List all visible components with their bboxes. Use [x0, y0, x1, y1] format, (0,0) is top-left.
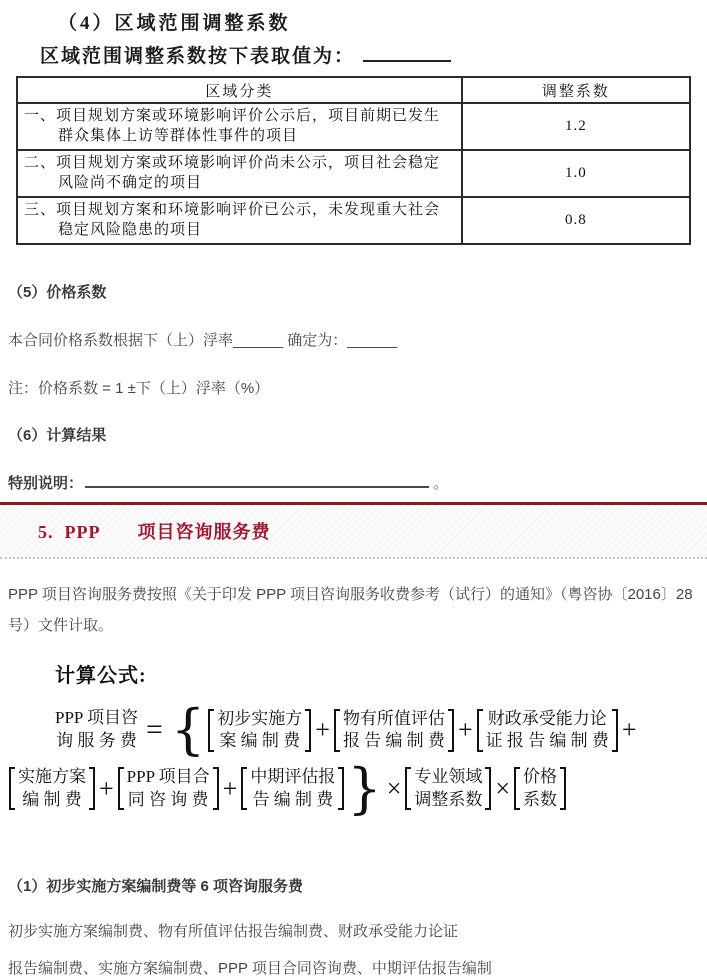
- region-category-cell: 三、项目规划方案和环境影响评价已公示，未发现重大社会稳定风险隐患的项目: [17, 197, 462, 244]
- table-row: [17, 150, 690, 197]
- formula-lhs-line2: 询 服 务 费: [56, 731, 137, 751]
- section-5-ppp-band: [0, 505, 707, 559]
- term-line: 调整系数: [414, 789, 483, 809]
- fee-list-line-2: 报告编制费、实施方案编制费、PPP 项目合同咨询费、中期评估报告编制: [8, 960, 492, 978]
- formula-term: [208, 708, 311, 753]
- term-line: 中期评估报: [250, 767, 336, 787]
- coefficient-value-cell: 0.8: [462, 197, 690, 244]
- ppp-fee-paragraph: PPP 项目咨询服务费按照《关于印发 PPP 项目咨询服务收费参考（试行）的通知》（粤咨协〔2016〕28 号）文件计取。: [8, 586, 693, 634]
- subsection-1: [0, 875, 707, 978]
- region-category-cell: 一、项目规划方案或环境影响评价公示后，项目前期已发生群众集体上访等群体性事件的项目: [17, 103, 462, 150]
- equals-sign: =: [145, 713, 163, 747]
- formula-lhs: [55, 707, 138, 753]
- table-row: [17, 197, 690, 244]
- term-line: 财政承受能力论: [487, 708, 607, 728]
- column-header-region: 区域分类: [17, 77, 462, 103]
- term-line: PPP 项目合: [126, 767, 210, 787]
- plus-operator: +: [621, 715, 637, 745]
- section-4-heading: （4）区域范围调整系数: [58, 13, 291, 34]
- times-operator: ×: [495, 773, 511, 803]
- section-4: [0, 8, 707, 245]
- right-bracket: [213, 767, 219, 810]
- price-note-line: 注：价格系数 = 1 ±下（上）浮率（%）: [8, 380, 270, 397]
- coefficient-value-cell: 1.2: [462, 103, 690, 150]
- formula-line-2: [8, 756, 707, 820]
- section-4-intro-text: 区域范围调整系数按下表取值为：: [40, 46, 356, 67]
- term-line: 案 编 制 费: [219, 731, 301, 751]
- plus-operator: +: [315, 715, 330, 745]
- table-row: [17, 103, 690, 150]
- document-page: [0, 8, 707, 978]
- term-line: 价格: [523, 767, 558, 787]
- formula-lhs-line1: PPP 项目咨: [55, 708, 138, 728]
- term-line: 物有所值评估: [342, 708, 445, 728]
- term-line: 编 制 费: [22, 789, 82, 809]
- term-line: 初步实施方: [217, 708, 303, 728]
- right-bracket: [448, 709, 454, 752]
- section-4-intro: [40, 41, 707, 68]
- price-and-result-sections: [0, 281, 707, 493]
- region-category-cell: 二、项目规划方案或环境影响评价尚未公示，项目社会稳定风险尚不确定的项目: [17, 150, 462, 197]
- formula-term: [405, 766, 491, 811]
- term-line: 系数: [523, 789, 558, 809]
- formula-heading: 计算公式:: [55, 665, 147, 687]
- formula-term: [477, 708, 618, 753]
- formula-term: [9, 766, 95, 811]
- right-bracket: [485, 767, 491, 810]
- price-coefficient-line: 本合同价格系数根据下（上）浮率______ 确定为：______: [8, 332, 398, 349]
- term-line: 证 报 告 编 制 费: [485, 731, 609, 751]
- formula-term: [241, 766, 344, 811]
- section-5-heading: （5）价格系数: [8, 284, 107, 301]
- term-line: 实施方案: [18, 767, 86, 787]
- special-note-label: 特别说明：: [8, 475, 84, 492]
- close-brace: }: [347, 756, 382, 820]
- plus-operator: +: [222, 773, 238, 803]
- formula-term: [334, 708, 454, 753]
- term-line: 报 告 编 制 费: [342, 731, 445, 751]
- right-bracket: [612, 709, 618, 752]
- plus-operator: +: [457, 715, 473, 745]
- column-header-coefficient: 调整系数: [462, 77, 690, 103]
- term-line: 告 编 制 费: [252, 789, 334, 809]
- special-note-period: 。: [433, 475, 449, 492]
- right-bracket: [560, 767, 566, 810]
- fill-in-blank-long: [85, 474, 429, 488]
- table-header-row: [17, 77, 690, 103]
- term-line: 同 咨 询 费: [127, 789, 209, 809]
- plus-operator: +: [99, 773, 114, 803]
- adjustment-coefficient-table: [16, 76, 691, 245]
- section-6-heading: （6）计算结果: [8, 427, 107, 444]
- times-operator: ×: [386, 773, 402, 803]
- fee-list-line-1: 初步实施方案编制费、物有所值评估报告编制费、财政承受能力论证: [8, 923, 459, 941]
- right-bracket: [305, 709, 311, 752]
- right-bracket: [89, 767, 95, 810]
- formula-term: [514, 766, 566, 811]
- open-brace: {: [170, 698, 206, 761]
- fill-in-blank: [363, 46, 451, 62]
- right-bracket: [338, 767, 344, 810]
- ppp-section-title: 5. PPP 项目咨询服务费: [38, 522, 271, 542]
- special-note-line: [8, 472, 707, 493]
- term-line: 专业领域: [414, 767, 483, 787]
- formula-term: [118, 766, 219, 811]
- coefficient-value-cell: 1.0: [462, 150, 690, 197]
- subsection-1-heading: （1）初步实施方案编制费等 6 项咨询服务费: [8, 878, 304, 896]
- formula-line-1: [55, 698, 707, 761]
